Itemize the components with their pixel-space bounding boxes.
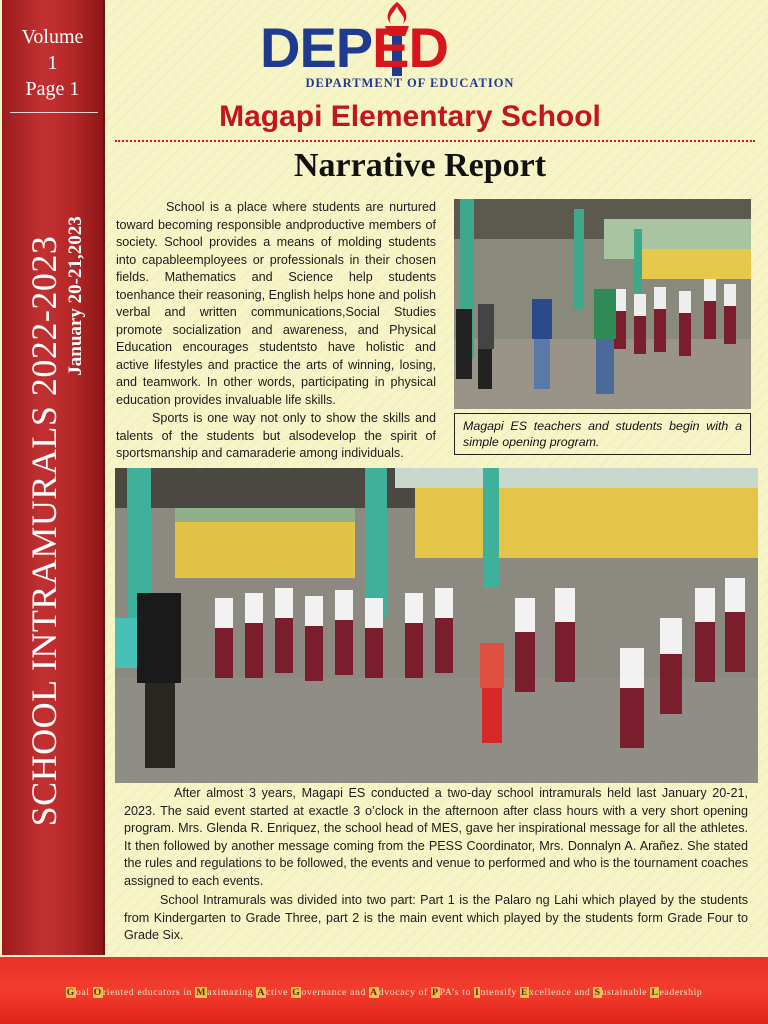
- logo-wordmark: [260, 16, 448, 79]
- motto-initial: G: [66, 987, 75, 998]
- paragraph-sports: [116, 410, 436, 463]
- dotted-divider: [115, 140, 755, 142]
- photo-illustration: [454, 199, 751, 409]
- paragraph-parts-text: School Intramurals was divided into two part: Part 1 is the Palaro ng Lahi which played by the students from Kindergarten to Grade Three, part 2 is the main event which played by the students form Grade Four to Grade Six.: [124, 893, 748, 942]
- motto-initial: S: [594, 987, 601, 998]
- motto-initial: A: [257, 987, 266, 998]
- motto-initial: A: [370, 987, 378, 998]
- motto-word: eadership: [659, 987, 703, 998]
- paragraph-event-text: After almost 3 years, Magapi ES conducted a two-day school intramurals held last January 20-21, 2023. The said event started at exactle 3 o’clock in the afternoon after class hours with a very short opening program. Mrs. Glenda R. Enriquez, the school head of MES, gave her inspirational message for all the athletes. It then followed by another message coming from the PESS Coordinator, Mrs. Donnalyn A. Arañez. She stated the rules and regulations to be followed, the events and venue to performed and who is the tournament coaches assigned to each events.: [124, 786, 748, 888]
- motto-word: ntensify: [480, 987, 520, 998]
- motto-word: overnance and: [301, 987, 370, 998]
- volume-label: Volume: [21, 26, 84, 48]
- sidebar-banner: [2, 0, 105, 955]
- motto-word: xcellence and: [529, 987, 594, 998]
- motto-initial: L: [651, 987, 659, 998]
- motto-word: aximazing: [207, 987, 257, 998]
- motto-word: PA’s to: [439, 987, 475, 998]
- vertical-date: January 20-21,2023: [65, 216, 86, 376]
- paragraph-intro-text: School is a place where students are nurtured toward becoming responsible andproductive members of society. School provides a means of molding students into capableemployees or professionals in their chosen fields. Mathematics and Science help students toenhance their reasoning, English helps hone and polish verbal and written communications,Social Studies promote socialization and awareness, and Physical Education encourages studentsto have holistic and active lifestyles and practice the arts of winning, losing, and teamwork. In other words, participating in physical education provides invaluable life skills.: [116, 200, 436, 407]
- school-name: Magapi Elementary School: [219, 100, 601, 133]
- motto-word: ustainable: [601, 987, 651, 998]
- motto-initial: I: [475, 987, 480, 998]
- paragraph-parts: [124, 892, 748, 945]
- motto-word: dvocacy of: [378, 987, 432, 998]
- vertical-title: SCHOOL INTRAMURALS 2022-2023: [24, 235, 64, 827]
- footer-motto: [0, 987, 768, 998]
- motto-word: oal: [75, 987, 93, 998]
- report-title: Narrative Report: [293, 147, 547, 184]
- paragraph-sports-text: Sports is one way not only to show the skills and talents of the students but alsodevelop the spirit of sportsmanship and camaraderie among individuals.: [116, 411, 436, 460]
- footer-banner: [0, 957, 768, 1024]
- motto-initial: G: [292, 987, 301, 998]
- logo-department: DEPARTMENT OF EDUCATION: [305, 76, 515, 90]
- logo-ed: ED: [372, 16, 448, 79]
- volume-number: 1: [47, 52, 58, 74]
- paragraph-intro: [116, 199, 436, 409]
- motto-initial: E: [520, 987, 529, 998]
- deped-logo: [255, 0, 565, 98]
- logo-dep: DEP: [260, 16, 373, 79]
- motto-initial: P: [432, 987, 439, 998]
- page-label: Page 1: [25, 78, 80, 100]
- motto-word: riented educators in: [102, 987, 196, 998]
- photo-students-assembly: [115, 468, 758, 783]
- motto-initial: O: [93, 987, 102, 998]
- photo-caption: Magapi ES teachers and students begin with a simple opening program.: [454, 413, 751, 455]
- motto-word: ctive: [266, 987, 292, 998]
- motto-initial: M: [196, 987, 207, 998]
- paragraph-event: [124, 785, 748, 890]
- photo-illustration: [115, 468, 758, 783]
- photo-opening-program: [454, 199, 751, 409]
